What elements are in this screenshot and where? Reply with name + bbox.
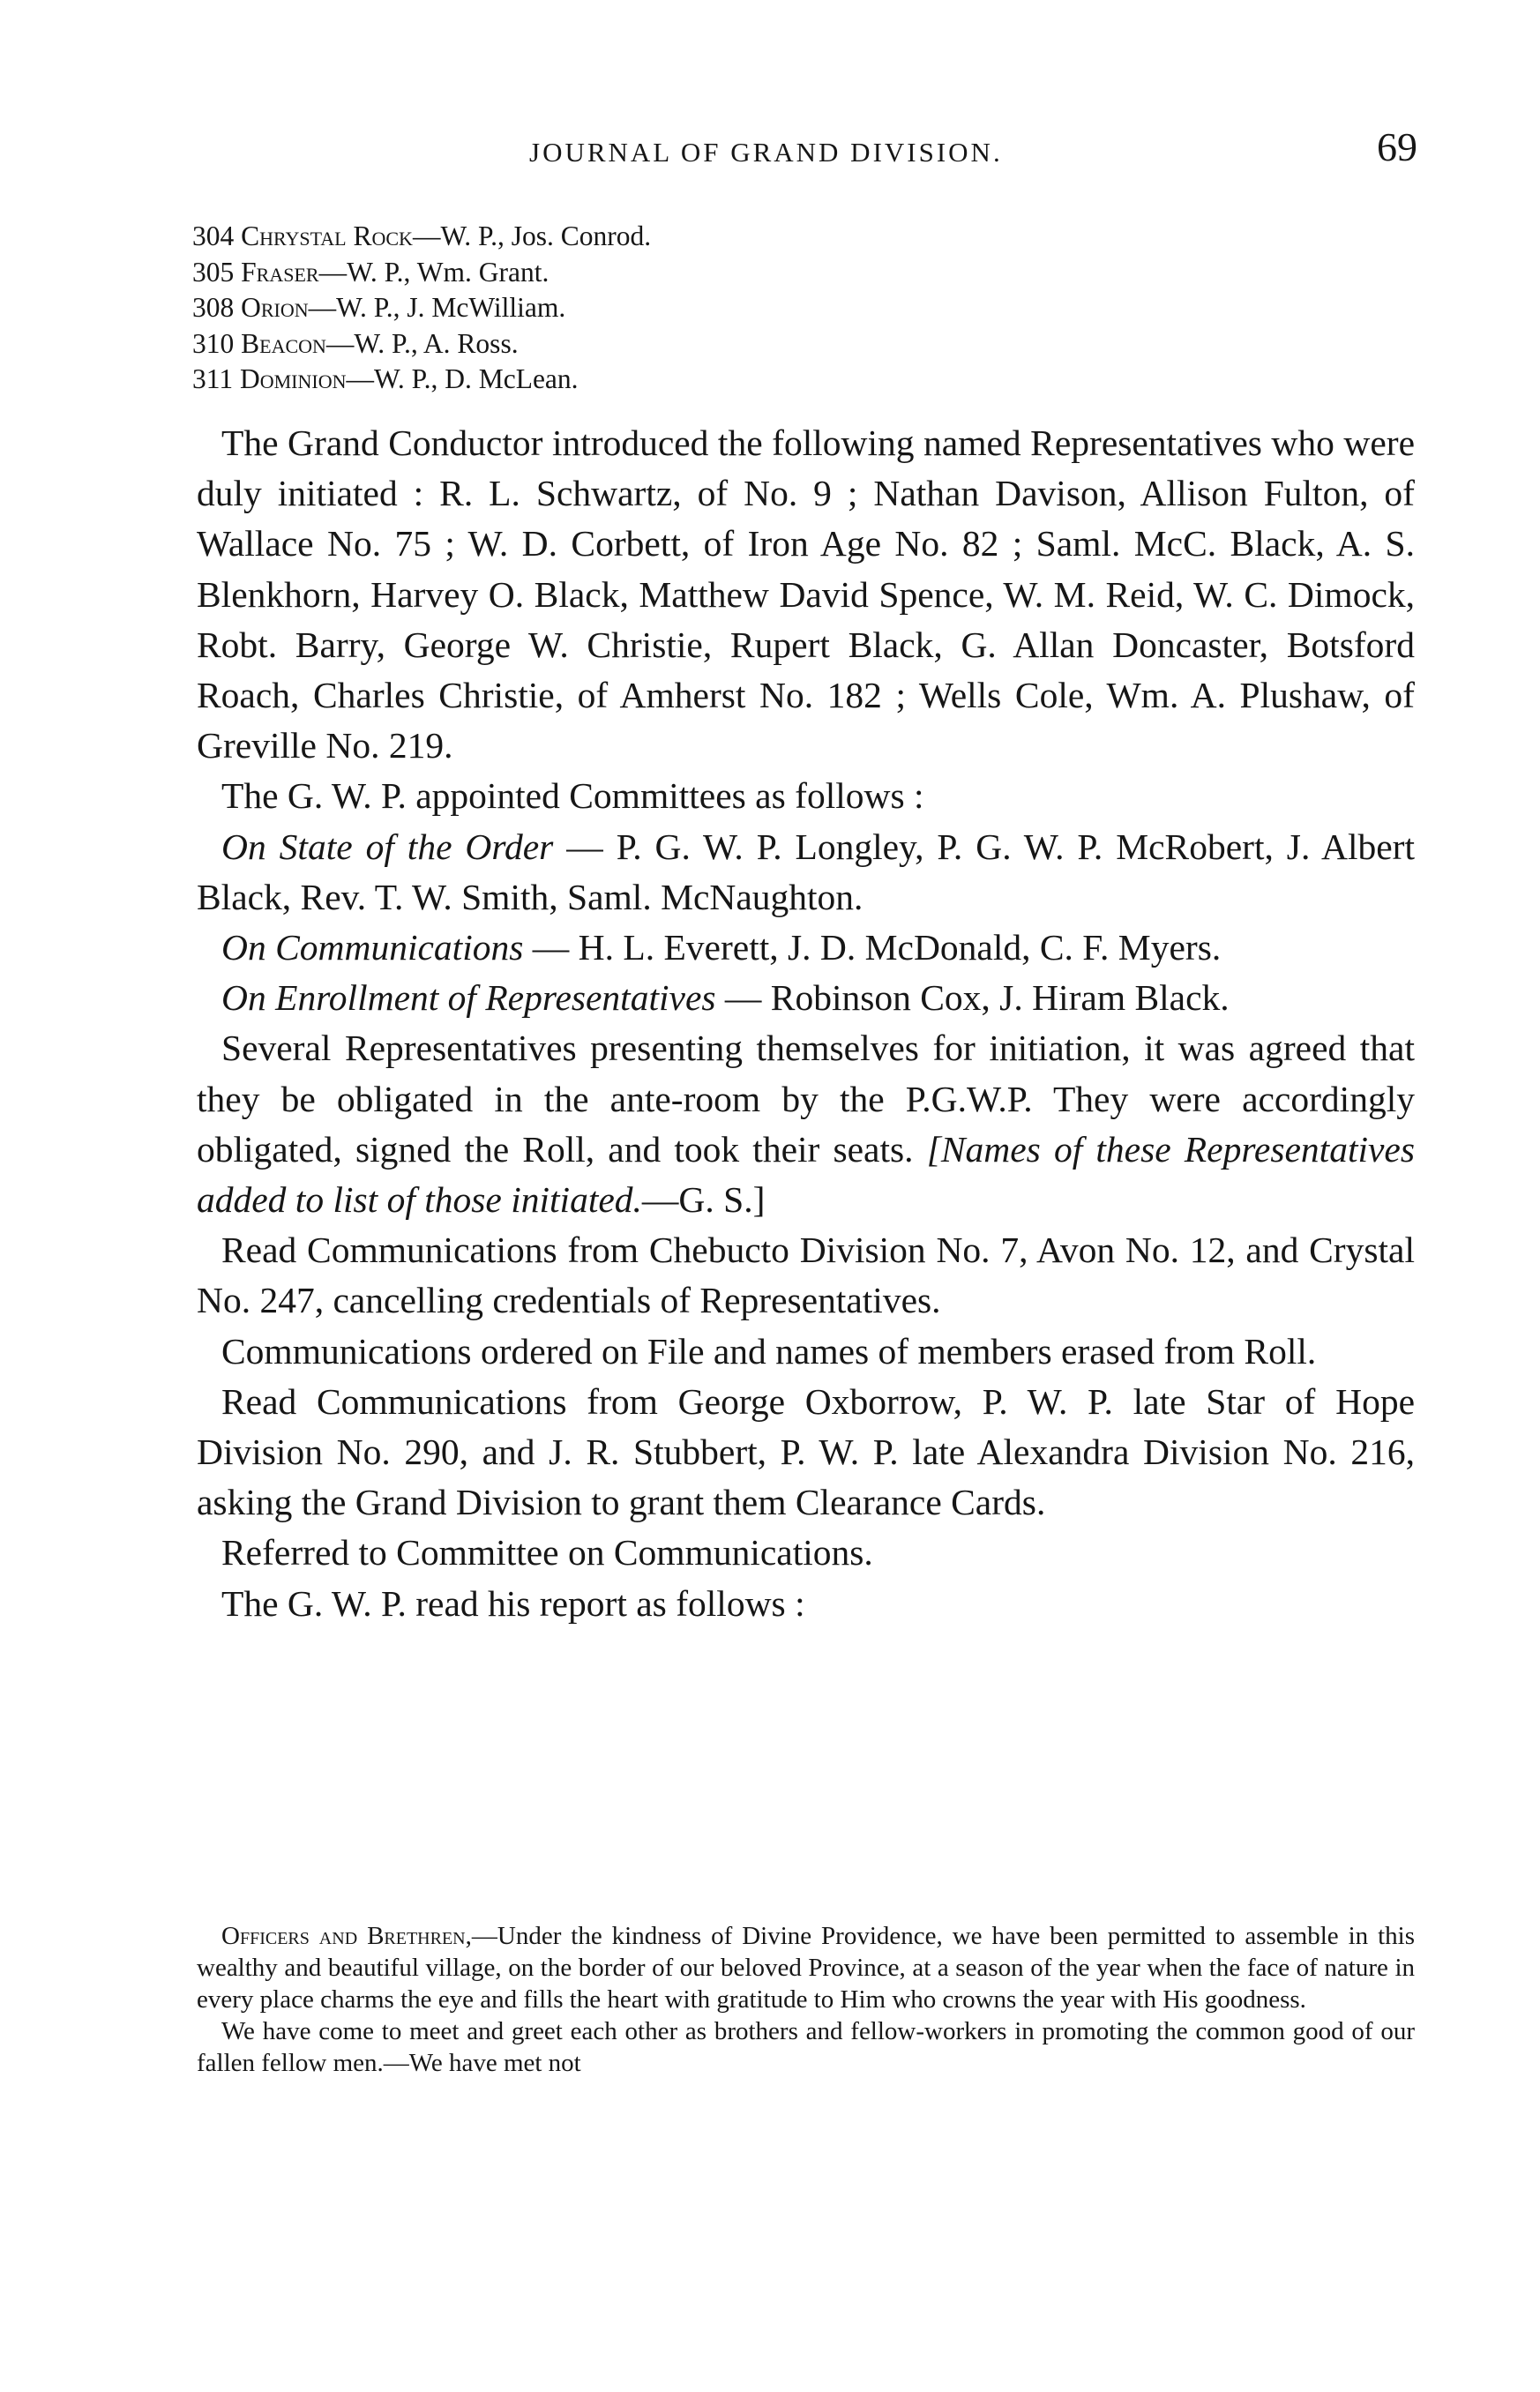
- division-number: 310: [192, 327, 235, 359]
- division-entry: [192, 362, 1427, 398]
- running-head: JOURNAL OF GRAND DIVISION.: [529, 137, 1003, 168]
- paragraph-communications-filed: Communications ordered on File and names of members erased from Roll.: [221, 1330, 1317, 1372]
- report-text: [197, 1920, 1415, 2079]
- report-text-body: —Under the kindness of Divine Providence, we have been permitted to assemble in this wealthy and beautiful village, on the border of our beloved Province, at a season of the year when the face of nature in every place charms the eye and fills the heart with gratitude to Him who crowns the year with His goodness.: [197, 1922, 1415, 2014]
- editorial-signature: —G. S.]: [641, 1179, 766, 1221]
- division-name: Orion: [241, 292, 309, 323]
- division-officer: —W. P., J. McWilliam.: [308, 292, 566, 323]
- committee-members: — P. G. W. P. Longley, P. G. W. P. McRobert, J. Albert Black, Rev. T. W. Smith, Saml. McNaughton.: [197, 826, 1415, 917]
- paragraph-committee-enrollment: [197, 973, 1415, 1023]
- paragraph-obligation: [197, 1023, 1415, 1225]
- division-number: 308: [192, 292, 235, 323]
- paragraph-committees-intro: The G. W. P. appointed Committees as follows :: [221, 775, 924, 817]
- paragraph-communications-read: Read Communications from Chebucto Division No. 7, Avon No. 12, and Crystal No. 247, cancelling credentials of Representatives.: [197, 1230, 1415, 1321]
- division-officer: —W. P., Wm. Grant.: [318, 256, 549, 288]
- editorial-note: [Names of these Representatives added to list of those initiated.: [197, 1128, 1415, 1221]
- minutes-body: [197, 418, 1415, 1629]
- division-number: 305: [192, 256, 235, 288]
- committee-label: On Communications: [221, 927, 524, 968]
- division-entry: [192, 219, 1427, 255]
- division-number: 311: [192, 363, 234, 394]
- paragraph-report-intro: The G. W. P. read his report as follows :: [221, 1582, 805, 1624]
- report-paragraph: We have come to meet and greet each other as brothers and fellow-workers in promoting the common good of our fallen fellow men.—We have met not: [197, 2017, 1415, 2077]
- division-entry: [192, 290, 1427, 326]
- division-list: [192, 219, 1427, 398]
- division-name: Dominion: [239, 363, 347, 394]
- committee-label: On State of the Order: [221, 826, 554, 867]
- paragraph-committee-communications: [197, 923, 1415, 973]
- page-number: 69: [1377, 124, 1417, 169]
- committee-label: On Enrollment of Representatives: [221, 977, 716, 1019]
- division-officer: —W. P., A. Ross.: [325, 327, 519, 359]
- paragraph-referred: Referred to Committee on Communications.: [221, 1532, 873, 1573]
- report-salutation: Officers and Brethren,: [221, 1922, 472, 1950]
- paragraph-clearance-request: Read Communications from George Oxborrow, P. W. P. late Star of Hope Division No. 290, and J. R. Stubbert, P. W. P. late Alexandra Division No. 216, asking the Grand Division to grant them Clearance Cards.: [197, 1380, 1415, 1523]
- division-entry: [192, 255, 1427, 291]
- paragraph-committee-state: [197, 822, 1415, 923]
- paragraph-initiations: The Grand Conductor introduced the following named Representatives who were duly initiated : R. L. Schwartz, of No. 9 ; Nathan Davison, Allison Fulton, of Wallace No. 75 ; W. D. Corbett, of Iron Age No. 82 ; Saml. McC. Black, A. S. Blenkhorn, Harvey O. Black, Matthew David Spence, W. M. Reid, W. C. Dimock, Robt. Barry, George W. Christie, Rupert Black, G. Allan Doncaster, Botsford Roach, Charles Christie, of Amherst No. 182 ; Wells Cole, Wm. A. Plushaw, of Greville No. 219.: [197, 422, 1415, 766]
- committee-members: — H. L. Everett, J. D. McDonald, C. F. Myers.: [523, 927, 1222, 968]
- committee-members: — Robinson Cox, J. Hiram Black.: [715, 977, 1230, 1019]
- division-officer: —W. P., D. McLean.: [346, 363, 579, 394]
- division-name: Beacon: [241, 327, 326, 359]
- division-number: 304: [192, 221, 235, 251]
- division-entry: [192, 326, 1427, 363]
- division-name: Chrystal Rock: [241, 221, 413, 251]
- report-paragraph: [197, 1920, 1415, 2015]
- paragraph-text: Several Representatives presenting themselves for initiation, it was agreed that they be obligated in the ante-room by the P.G.W.P. They were accordingly obligated, signed the Roll, and took their seats.: [197, 1028, 1415, 1170]
- division-name: Fraser: [241, 256, 319, 288]
- division-officer: —W. P., Jos. Conrod.: [412, 221, 652, 251]
